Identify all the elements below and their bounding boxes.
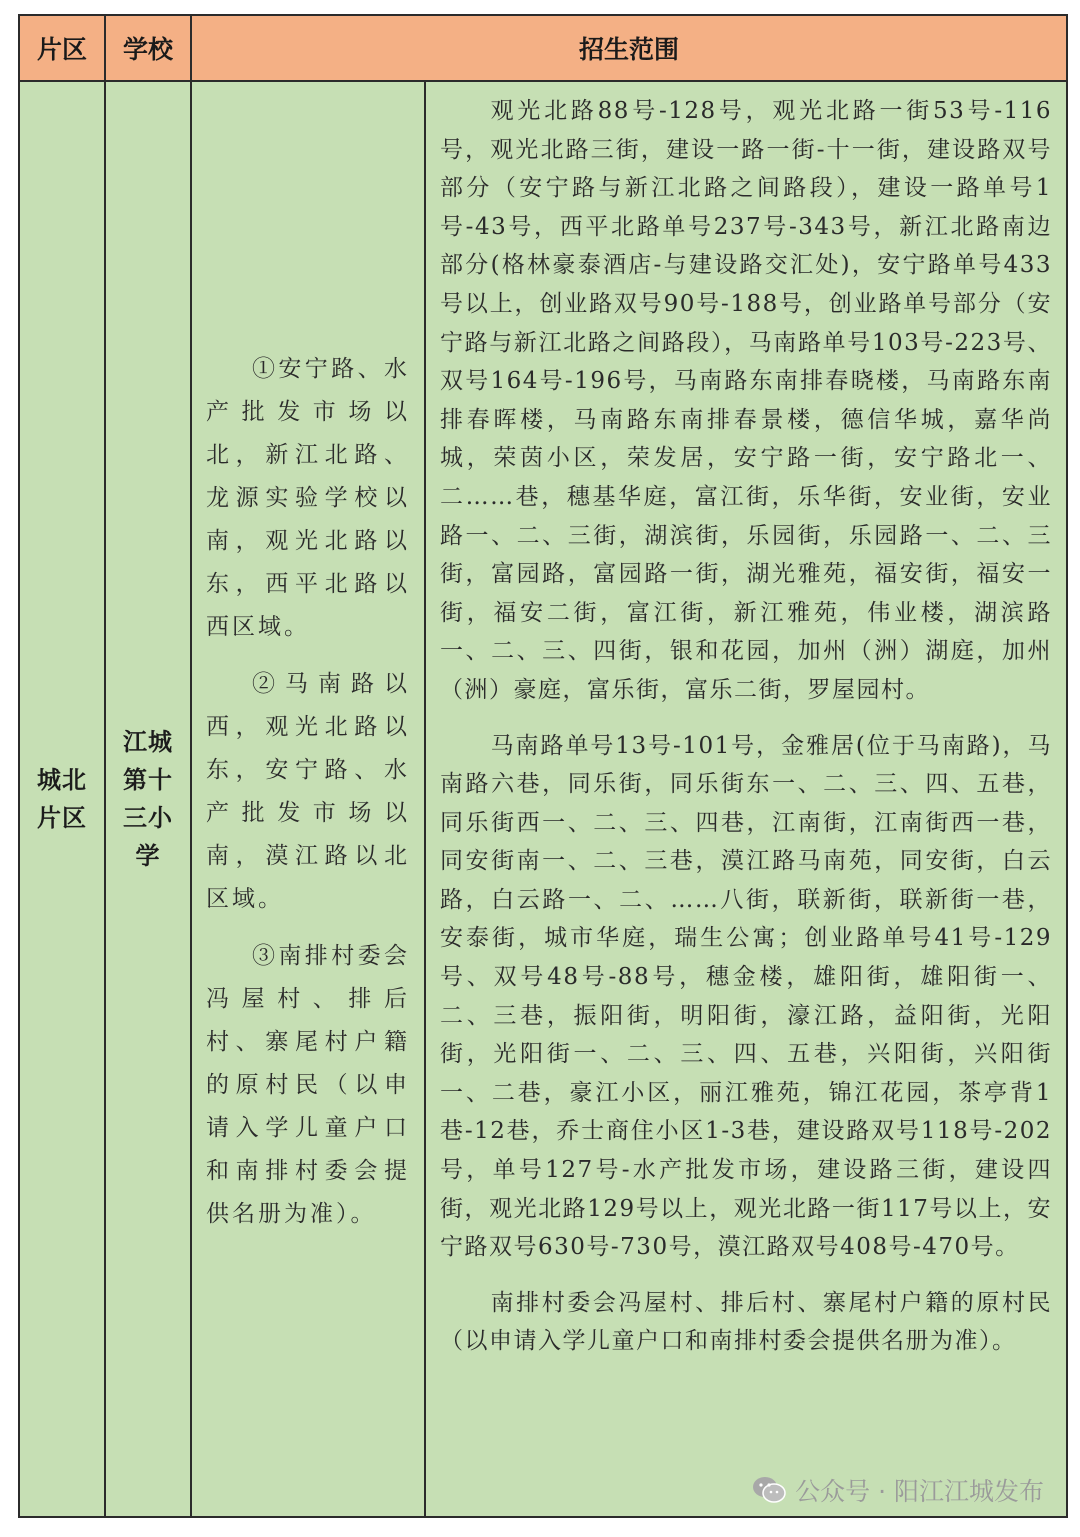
area-item-1: ①安宁路、水产批发市场以北，新江北路、龙源实验学校以南，观光北路以东，西平北路以西区域。	[206, 356, 410, 640]
area-summary-cell	[191, 81, 425, 1517]
district-name: 城北片区	[37, 766, 87, 832]
scope-paragraph-1: 观光北路88号-128号，观光北路一街53号-116号，观光北路三街，建设一路一街-十一街，建设路双号部分（安宁路与新江北路之间路段），建设一路单号1号-43号，西平北路单号237号-343号，新江北路南边部分(格林豪泰酒店-与建设路交汇处)，安宁路单号433号以上，创业路双号90号-188号，创业路单号部分（安宁路与新江北路之间路段），马南路单号103号-223号、双号164号-196号，马南路东南排春晓楼，马南路东南排春晖楼，马南路东南排春景楼，德信华城，嘉华尚城，荣茵小区，荣发居，安宁路一街，安宁路北一、二……巷，穗基华庭，富江街，乐华街，安业街，安业路一、二、三街，湖滨街，乐园街，乐园路一、二、三街，富园路，富园路一街，湖光雅苑，福安街，福安一街，福安二街，富江街，新江雅苑，伟业楼，湖滨路一、二、三、四街，银和花园，加州（洲）湖庭，加州（洲）豪庭，富乐街，富乐二街，罗屋园村。	[440, 98, 1053, 703]
table-header-row	[19, 15, 1067, 81]
school-name: 江城第十三小学	[123, 728, 173, 870]
scope-paragraph-2: 马南路单号13号-101号，金雅居(位于马南路)，马南路六巷，同乐街，同乐街东一、二、三、四、五巷，同乐街西一、二、三、四巷，江南街，江南街西一巷，同安街南一、二、三巷，漠江路马南苑，同安街，白云路，白云路一、二、……八街，联新街，联新街一巷，安泰街，城市华庭，瑞生公寓；创业路单号41号-129号、双号48号-88号，穗金楼，雄阳街，雄阳街一、二、三巷，振阳街，明阳街，濠江路，益阳街，光阳街，光阳街一、二、三、四、五巷，兴阳街，兴阳街一、二巷，豪江小区，丽江雅苑，锦江花园，茶亭背1巷-12巷，乔士商住小区1-3巷，建设路双号118号-202号，单号127号-水产批发市场，建设路三街，建设四街，观光北路129号以上，观光北路一街117号以上，安宁路双号630号-730号，漠江路双号408号-470号。	[440, 732, 1053, 1261]
enrollment-zone-table	[18, 14, 1068, 1518]
district-cell	[19, 81, 105, 1517]
watermark	[751, 1472, 1044, 1508]
header-school: 学校	[105, 15, 191, 81]
table-row	[19, 81, 1067, 1517]
area-item-2: ②马南路以西，观光北路以东，安宁路、水产批发市场以南，漠江路以北区域。	[206, 671, 410, 912]
watermark-text: 公众号 · 阳江江城发布	[795, 1477, 1045, 1506]
wechat-icon	[751, 1475, 787, 1505]
header-scope: 招生范围	[191, 15, 1067, 81]
scope-paragraph-3: 南排村委会冯屋村、排后村、寨尾村户籍的原村民（以申请入学儿童户口和南排村委会提供名册为准）。	[440, 1289, 1053, 1355]
scope-detail-cell	[425, 81, 1067, 1517]
school-cell	[105, 81, 191, 1517]
header-district: 片区	[19, 15, 105, 81]
area-item-3: ③南排村委会冯屋村、排后村、寨尾村户籍的原村民（以申请入学儿童户口和南排村委会提供名册为准）。	[206, 943, 410, 1227]
